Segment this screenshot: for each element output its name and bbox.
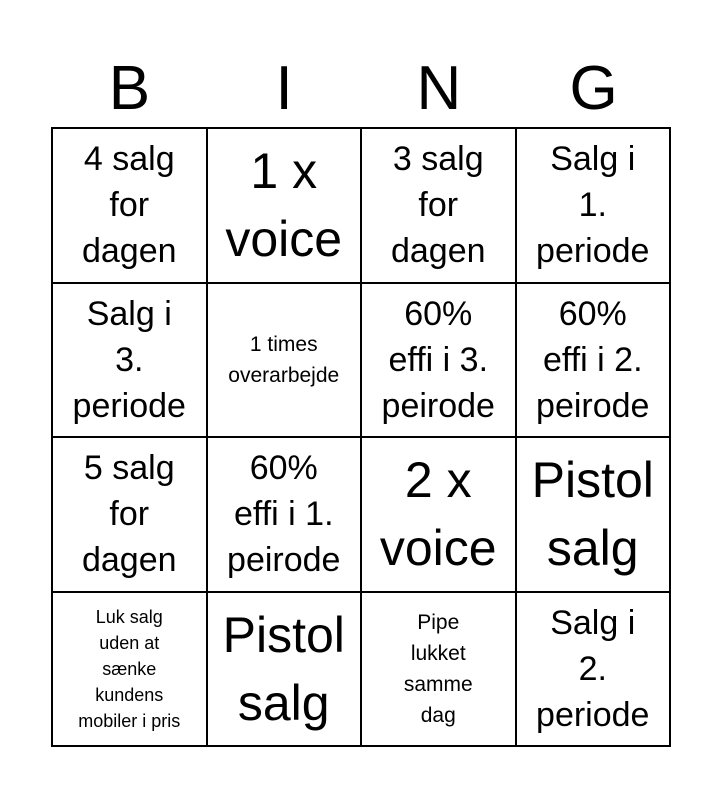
bingo-cell-r3c2[interactable] [208,438,363,593]
cell-text: Pistol salg [222,606,345,731]
bingo-cell-r4c1[interactable] [53,593,208,748]
header-letter-i: I [275,54,293,123]
bingo-cell-r1c3[interactable] [362,129,517,284]
bingo-grid [51,127,671,747]
cell-text: Pipe lukket samme dag [403,610,473,727]
cell-text: Salg i 1. periode [536,140,650,271]
cell-text: 2 x voice [379,452,497,577]
header-letter-b: B [108,54,151,123]
cell-text: 60% effi i 2. peirode [536,294,650,425]
cell-text: Pistol salg [531,452,654,577]
cell-text: 60% effi i 3. peirode [381,294,495,425]
bingo-cell-r2c3[interactable] [362,284,517,439]
cell-text: Salg i 2. periode [536,603,650,734]
cell-text: 5 salg for dagen [81,449,177,580]
header-letter-g: G [569,54,618,123]
bingo-cell-r1c1[interactable] [53,129,208,284]
bingo-cell-r1c2[interactable] [208,129,363,284]
bingo-cell-r3c1[interactable] [53,438,208,593]
cell-text: 60% effi i 1. peirode [227,449,341,580]
bingo-cell-r4c2[interactable] [208,593,363,748]
bingo-header [52,52,671,126]
cell-text: 3 salg for dagen [390,140,486,271]
cell-text: Salg i 3. periode [72,294,186,425]
cell-text: 4 salg for dagen [81,140,177,271]
bingo-cell-r1c4[interactable] [517,129,672,284]
bingo-cell-r4c4[interactable] [517,593,672,748]
bingo-cell-r2c4[interactable] [517,284,672,439]
bingo-cell-r2c2[interactable] [208,284,363,439]
bingo-cell-r3c4[interactable] [517,438,672,593]
cell-text: 1 times overarbejde [228,332,340,387]
bingo-cell-r2c1[interactable] [53,284,208,439]
header-letter-n: N [416,54,462,123]
cell-text: Luk salg uden at sænke kundens mobiler i pris [78,606,181,731]
bingo-cell-r4c3[interactable] [362,593,517,748]
cell-text: 1 x voice [225,143,343,268]
bingo-cell-r3c3[interactable] [362,438,517,593]
